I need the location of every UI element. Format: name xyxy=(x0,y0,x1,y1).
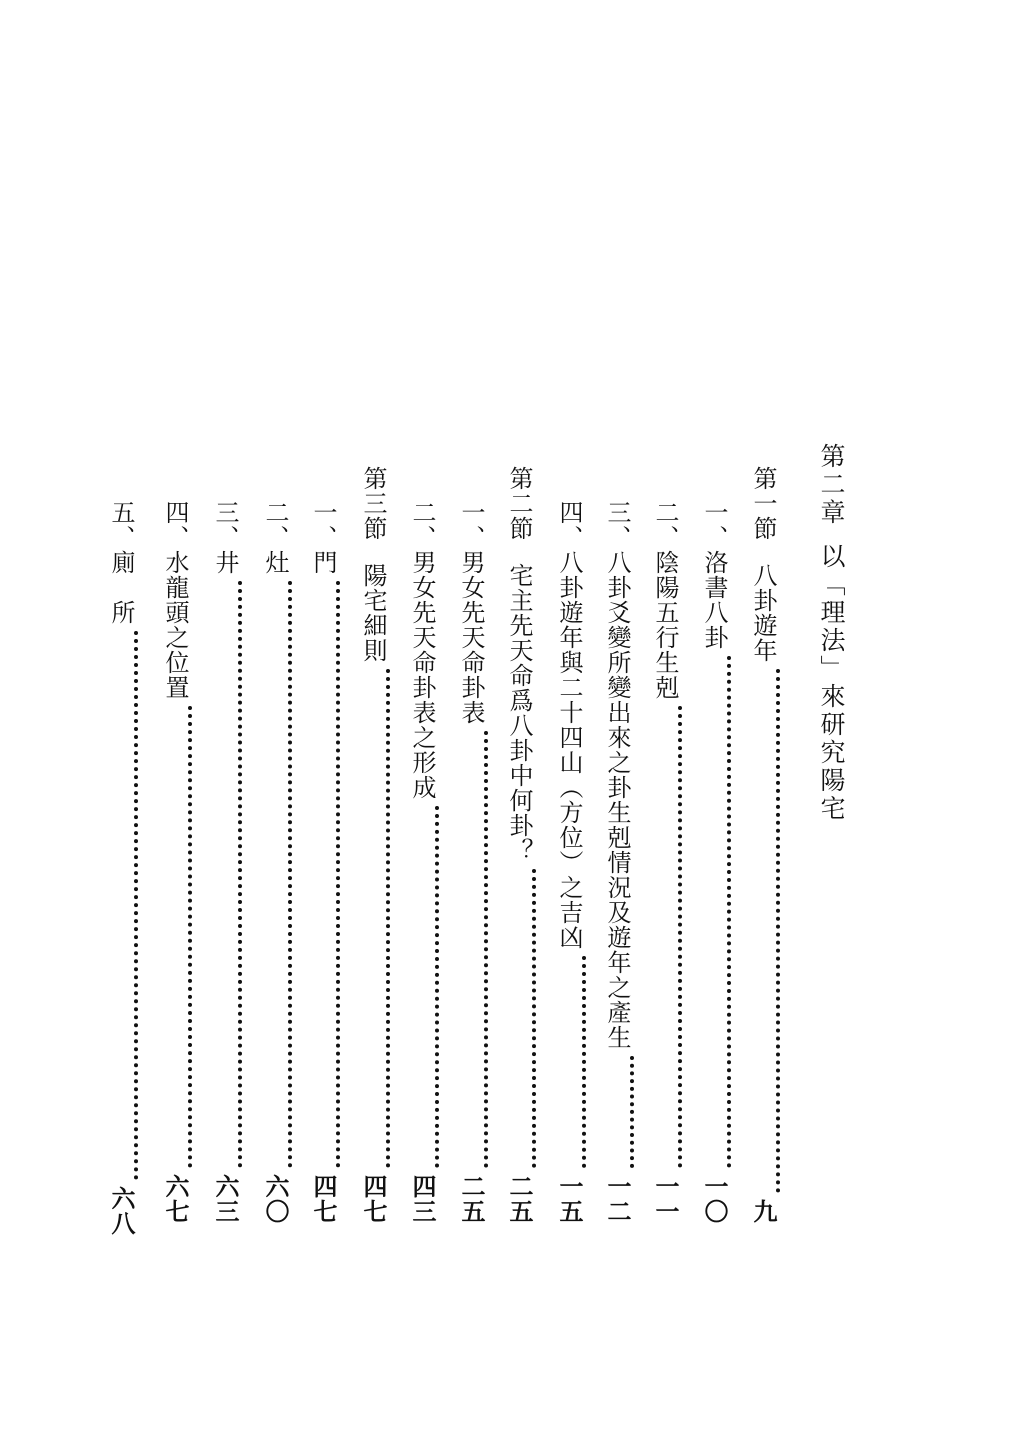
toc-entry xyxy=(746,466,780,1224)
item-label: 四、 xyxy=(555,500,583,550)
entry-title: 男女先天命卦表之形成 xyxy=(408,550,436,800)
entry-title: 井 xyxy=(211,550,239,575)
entry-title: 門 xyxy=(309,550,337,575)
dot-leader xyxy=(484,731,488,1168)
dot-leader xyxy=(188,706,192,1168)
page-number: 四三 xyxy=(408,1174,437,1224)
dot-leader xyxy=(238,581,242,1168)
page-number: 六八 xyxy=(107,1186,136,1236)
dot-leader xyxy=(435,806,439,1168)
chapter-number: 第二章 xyxy=(817,443,846,527)
page-number: 四七 xyxy=(309,1174,338,1224)
page-number: 六三 xyxy=(211,1174,240,1224)
toc-entry xyxy=(306,500,340,1224)
entry-title: 八卦遊年與二十四山（方位）之吉凶 xyxy=(555,550,583,950)
entry-title: 廁 所 xyxy=(107,550,135,625)
toc-entry xyxy=(158,500,192,1224)
toc-entry xyxy=(104,500,138,1236)
section-label: 第三節 xyxy=(359,466,387,541)
dot-leader xyxy=(288,581,292,1168)
dot-leader xyxy=(336,581,340,1168)
page-number: 一五 xyxy=(555,1174,584,1224)
page-number: 六七 xyxy=(161,1174,190,1224)
entry-title: 灶 xyxy=(261,550,289,575)
item-label: 一、 xyxy=(700,500,728,550)
item-label: 三、 xyxy=(211,500,239,550)
dot-leader xyxy=(630,1056,634,1168)
page-number: 九 xyxy=(749,1199,778,1224)
toc-entry xyxy=(405,500,439,1224)
dot-leader xyxy=(532,869,536,1168)
toc-entry xyxy=(552,500,586,1224)
entry-title: 男女先天命卦表 xyxy=(457,550,485,725)
section-label: 第一節 xyxy=(749,466,777,541)
dot-leader xyxy=(776,669,780,1193)
item-label: 二、 xyxy=(261,500,289,550)
entry-title: 洛書八卦 xyxy=(700,550,728,650)
dot-leader xyxy=(386,669,390,1168)
chapter-heading xyxy=(814,443,848,823)
page-number: 一〇 xyxy=(700,1174,729,1224)
page-number: 一二 xyxy=(603,1174,632,1224)
page-number: 二五 xyxy=(505,1174,534,1224)
item-label: 一、 xyxy=(309,500,337,550)
dot-leader xyxy=(134,631,138,1180)
entry-title: 八卦爻變所變出來之卦生剋情況及遊年之產生 xyxy=(603,550,631,1050)
page-number: 六〇 xyxy=(261,1174,290,1224)
item-label: 三、 xyxy=(603,500,631,550)
chapter-title: 以「理法」來研究陽宅 xyxy=(817,543,846,823)
entry-title: 陽宅細則 xyxy=(359,563,387,663)
toc-entry xyxy=(502,466,536,1224)
item-label: 四、 xyxy=(161,500,189,550)
page-number: 二五 xyxy=(457,1174,486,1224)
dot-leader xyxy=(727,656,731,1168)
item-label: 五、 xyxy=(107,500,135,550)
entry-title: 陰陽五行生剋 xyxy=(651,550,679,700)
item-label: 一、 xyxy=(457,500,485,550)
entry-title: 宅主先天命爲八卦中何卦？ xyxy=(505,563,533,863)
toc-entry xyxy=(356,466,390,1224)
toc-entry xyxy=(697,500,731,1224)
section-label: 第二節 xyxy=(505,466,533,541)
item-label: 二、 xyxy=(651,500,679,550)
dot-leader xyxy=(678,706,682,1168)
page-number: 一一 xyxy=(651,1174,680,1224)
toc-entry xyxy=(258,500,292,1224)
toc-entry xyxy=(454,500,488,1224)
item-label: 二、 xyxy=(408,500,436,550)
toc-entry xyxy=(600,500,634,1224)
dot-leader xyxy=(582,956,586,1168)
toc-entry xyxy=(648,500,682,1224)
page-number: 四七 xyxy=(359,1174,388,1224)
entry-title: 八卦遊年 xyxy=(749,563,777,663)
entry-title: 水龍頭之位置 xyxy=(161,550,189,700)
toc-entry xyxy=(208,500,242,1224)
